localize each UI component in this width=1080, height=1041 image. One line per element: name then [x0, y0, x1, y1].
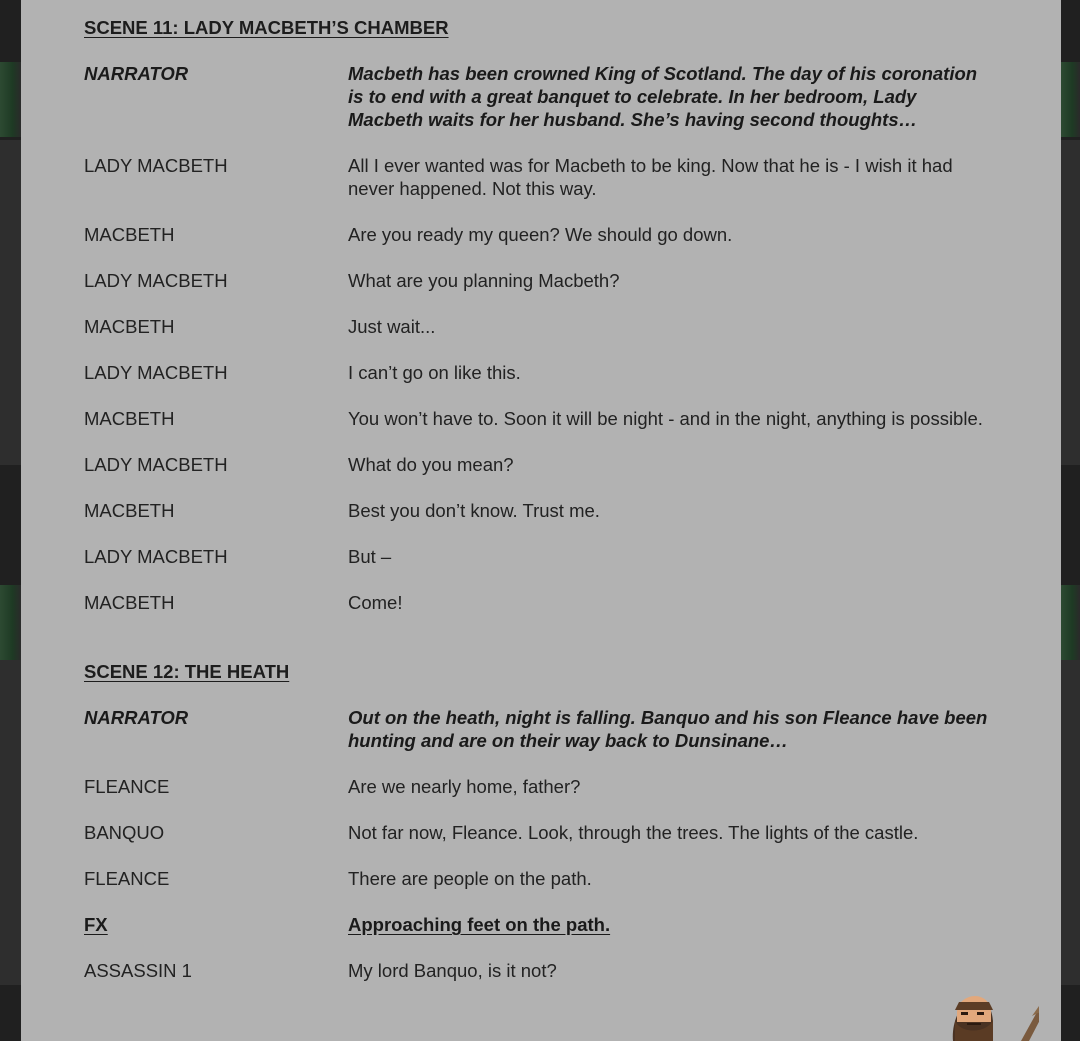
speaker-name: LADY MACBETH: [84, 155, 228, 176]
dialogue-line: I can’t go on like this.: [348, 362, 521, 383]
scene-11-heading: SCENE 11: LADY MACBETH’S CHAMBER: [84, 17, 449, 38]
dialogue-line: Come!: [348, 592, 403, 613]
speaker-name: ASSASSIN 1: [84, 960, 192, 981]
script-row: [84, 867, 1004, 890]
script-row: [84, 591, 1004, 614]
dialogue-line: Out on the heath, night is falling. Banquo and his son Fleance have been hunting and are on their way back to Dunsinane…: [348, 707, 988, 751]
speaker-name: FLEANCE: [84, 776, 170, 797]
speaker-name: NARRATOR: [84, 707, 189, 728]
speaker-name: MACBETH: [84, 224, 175, 245]
right-background-edge: [1061, 0, 1080, 1041]
script-row: [84, 154, 1004, 200]
dialogue-line: You won’t have to. Soon it will be night - and in the night, anything is possible.: [348, 408, 983, 429]
scene-12-heading: SCENE 12: THE HEATH: [84, 661, 290, 682]
speaker-name: LADY MACBETH: [84, 546, 228, 567]
dialogue-line: Macbeth has been crowned King of Scotland. The day of his coronation is to end with a great banquet to celebrate. In her bedroom, Lady Macbeth waits for her husband. She’s having second thoughts…: [348, 63, 978, 130]
script-row: [84, 959, 1004, 982]
speaker-name: MACBETH: [84, 408, 175, 429]
script-row: [84, 407, 1004, 430]
script-row: [84, 706, 1004, 752]
dialogue-line: Best you don’t know. Trust me.: [348, 500, 600, 521]
speaker-name: LADY MACBETH: [84, 454, 228, 475]
speaker-name: LADY MACBETH: [84, 270, 228, 291]
script-row: [84, 499, 1004, 522]
dialogue-line: Are you ready my queen? We should go down.: [348, 224, 733, 245]
script-row: [84, 545, 1004, 568]
dialogue-line: Just wait...: [348, 316, 436, 337]
script-row-fx: [84, 913, 1004, 936]
left-background-edge: [0, 0, 21, 1041]
script-row: [84, 775, 1004, 798]
speaker-name: FX: [84, 914, 108, 935]
script-row: [84, 361, 1004, 384]
speaker-name: NARRATOR: [84, 63, 189, 84]
dialogue-line: But –: [348, 546, 392, 567]
script-page: [21, 0, 1061, 1041]
script-row: [84, 453, 1004, 476]
speaker-name: MACBETH: [84, 500, 175, 521]
dialogue-line: Are we nearly home, father?: [348, 776, 581, 797]
dialogue-line: There are people on the path.: [348, 868, 592, 889]
dialogue-line: What are you planning Macbeth?: [348, 270, 620, 291]
dialogue-line: What do you mean?: [348, 454, 514, 475]
bearded-character-icon: [949, 990, 1039, 1041]
script-content: [84, 16, 1004, 1005]
speaker-name: MACBETH: [84, 316, 175, 337]
script-row: [84, 821, 1004, 844]
script-row: [84, 269, 1004, 292]
speaker-name: BANQUO: [84, 822, 165, 843]
dialogue-line: All I ever wanted was for Macbeth to be king. Now that he is - I wish it had never happened. Not this way.: [348, 155, 953, 199]
script-row: [84, 315, 1004, 338]
speaker-name: MACBETH: [84, 592, 175, 613]
speaker-name: FLEANCE: [84, 868, 170, 889]
script-row: [84, 62, 1004, 131]
dialogue-line: My lord Banquo, is it not?: [348, 960, 557, 981]
speaker-name: LADY MACBETH: [84, 362, 228, 383]
script-row: [84, 223, 1004, 246]
sound-effect-line: Approaching feet on the path.: [348, 914, 611, 935]
dialogue-line: Not far now, Fleance. Look, through the trees. The lights of the castle.: [348, 822, 919, 843]
